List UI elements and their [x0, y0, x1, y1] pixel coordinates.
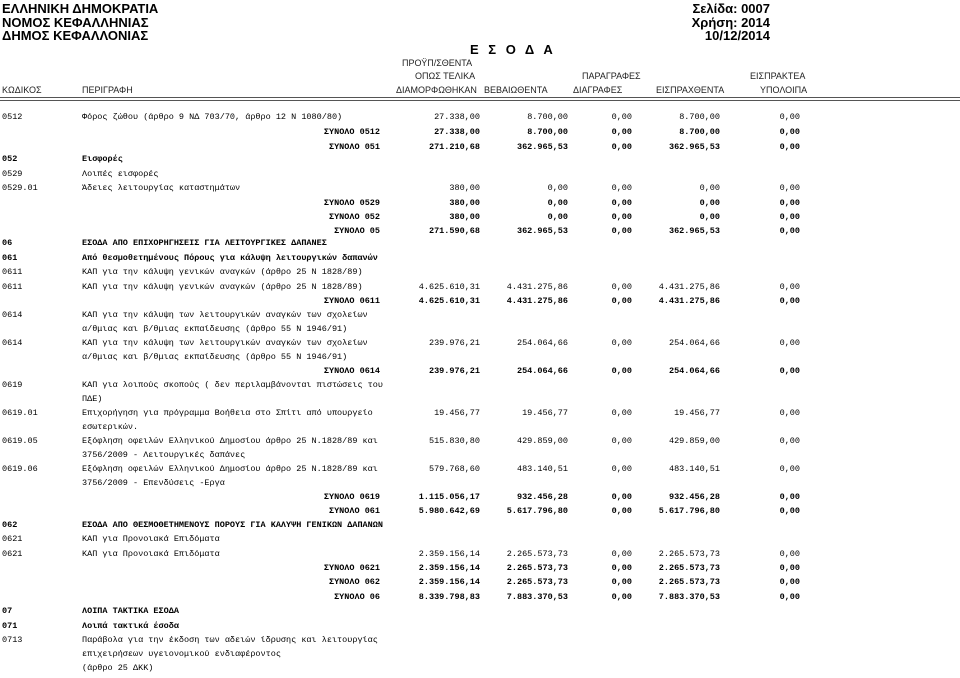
row-total-label: ΣΥΝΟΛΟ 051	[328, 142, 380, 152]
value-deletions: 0,00	[611, 506, 632, 516]
row-description: α/θμιας και β/θμιας εκπαίδευσης (άρθρο 55 Ν 1946/91)	[82, 352, 348, 362]
row-description: α/θμιας και β/θμιας εκπαίδευσης (άρθρο 55 Ν 1946/91)	[82, 324, 348, 334]
header-date: 10/12/2014	[704, 28, 770, 43]
value-deletions: 0,00	[611, 492, 632, 502]
value-collected: 19.456,77	[674, 408, 720, 418]
row-total-label: ΣΥΝΟΛΟ 062	[328, 577, 380, 587]
value-formed: 380,00	[449, 198, 480, 208]
row-code: 0529.01	[2, 183, 38, 193]
value-deletions: 0,00	[611, 464, 632, 474]
value-collected: 0,00	[699, 198, 720, 208]
value-formed: 380,00	[449, 212, 480, 222]
value-remaining: 0,00	[779, 436, 800, 446]
row-code: 052	[2, 154, 18, 164]
value-remaining: 0,00	[779, 142, 800, 152]
header-rule-bottom	[0, 100, 960, 101]
value-remaining: 0,00	[779, 226, 800, 236]
value-collected: 0,00	[699, 212, 720, 222]
row-total-label: ΣΥΝΟΛΟ 0512	[323, 127, 380, 137]
value-certified: 0,00	[547, 183, 568, 193]
row-code: 0713	[2, 635, 23, 645]
value-certified: 19.456,77	[522, 408, 568, 418]
value-deletions: 0,00	[611, 183, 632, 193]
row-description: ΛΟΙΠΑ ΤΑΚΤΙΚΑ ΕΣΟΔΑ	[82, 606, 179, 616]
value-formed: 4.625.610,31	[418, 296, 480, 306]
row-description: Φόρος ζώθου (άρθρο 9 ΝΔ 703/70, άρθρο 12 Ν 1080/80)	[82, 112, 343, 122]
row-description: Από θεσμοθετημένους Πόρους για κάλυψη λειτουργικών δαπανών	[82, 253, 378, 263]
row-description: ΚΑΠ για Προνοιακά Επιδόματα	[82, 534, 220, 544]
header-fiscal-year: Χρήση: 2014	[691, 15, 770, 30]
value-remaining: 0,00	[779, 282, 800, 292]
row-total-label: ΣΥΝΟΛΟ 0614	[323, 366, 380, 376]
value-formed: 271.590,68	[428, 226, 480, 236]
row-code: 0619.06	[2, 464, 38, 474]
value-formed: 515.830,80	[428, 436, 480, 446]
col-header-collected: ΕΙΣΠΡΑΧΘΕΝΤΑ	[656, 85, 725, 95]
value-certified: 8.700,00	[527, 112, 568, 122]
value-deletions: 0,00	[611, 112, 632, 122]
row-total-label: ΣΥΝΟΛΟ 0621	[323, 563, 380, 573]
value-certified: 483.140,51	[516, 464, 568, 474]
row-total-label: ΣΥΝΟΛΟ 0611	[323, 296, 380, 306]
row-total-label: ΣΥΝΟΛΟ 0529	[323, 198, 380, 208]
row-description: ΚΑΠ για την κάλυψη των λειτουργικών αναγκών των σχολείων	[82, 310, 368, 320]
col-group-final: ΟΠΩΣ ΤΕΛΙΚΑ	[415, 71, 476, 81]
row-description: 3756/2009 - Λειτουργικές δαπάνες	[82, 450, 246, 460]
value-formed: 1.115.056,17	[418, 492, 480, 502]
value-formed: 8.339.798,83	[418, 592, 480, 602]
value-deletions: 0,00	[611, 549, 632, 559]
report-title: Ε Σ Ο Δ Α	[470, 42, 556, 57]
value-collected: 4.431.275,86	[658, 282, 720, 292]
value-formed: 239.976,21	[428, 338, 480, 348]
row-code: 071	[2, 621, 18, 631]
value-certified: 7.883.370,53	[506, 592, 568, 602]
value-formed: 5.980.642,69	[418, 506, 480, 516]
row-description: ΠΔΕ)	[82, 394, 103, 404]
value-formed: 239.976,21	[428, 366, 480, 376]
value-formed: 2.359.156,14	[418, 577, 480, 587]
row-description: (άρθρο 25 ΔΚΚ)	[82, 663, 154, 673]
row-description: ΚΑΠ για την κάλυψη γενικών αναγκών (άρθρο 25 Ν 1828/89)	[82, 282, 363, 292]
value-certified: 4.431.275,86	[506, 296, 568, 306]
value-remaining: 0,00	[779, 183, 800, 193]
row-description: εσωτερικών.	[82, 422, 139, 432]
value-remaining: 0,00	[779, 198, 800, 208]
row-description: Λοιπά τακτικά έσοδα	[82, 621, 179, 631]
value-certified: 0,00	[547, 212, 568, 222]
value-remaining: 0,00	[779, 506, 800, 516]
row-description: Εξόφληση οφειλών Ελληνικού Δημοσίου άρθρο 25 Ν.1828/89 και	[82, 464, 378, 474]
value-deletions: 0,00	[611, 226, 632, 236]
row-description: ΚΑΠ για την κάλυψη γενικών αναγκών (άρθρο 25 Ν 1828/89)	[82, 267, 363, 277]
col-header-certified: ΒΕΒΑΙΩΘΕΝΤΑ	[484, 85, 548, 95]
col-group-receivable: ΕΙΣΠΡΑΚΤΕΑ	[750, 71, 806, 81]
col-header-code: ΚΩΔΙΚΟΣ	[2, 85, 42, 95]
row-description: Λοιπές εισφορές	[82, 169, 159, 179]
header-rule-top	[0, 97, 960, 98]
value-certified: 362.965,53	[516, 226, 568, 236]
row-description: επιχειρήσεων υγειονομικού ενδιαφέροντος	[82, 649, 281, 659]
value-remaining: 0,00	[779, 296, 800, 306]
value-remaining: 0,00	[779, 577, 800, 587]
value-remaining: 0,00	[779, 492, 800, 502]
value-deletions: 0,00	[611, 563, 632, 573]
row-code: 0621	[2, 534, 23, 544]
row-code: 0619.05	[2, 436, 38, 446]
value-certified: 2.265.573,73	[506, 563, 568, 573]
value-remaining: 0,00	[779, 338, 800, 348]
value-remaining: 0,00	[779, 563, 800, 573]
value-deletions: 0,00	[611, 436, 632, 446]
value-formed: 2.359.156,14	[418, 563, 480, 573]
value-collected: 8.700,00	[679, 112, 720, 122]
row-code: 062	[2, 520, 18, 530]
value-deletions: 0,00	[611, 282, 632, 292]
row-total-label: ΣΥΝΟΛΟ 06	[334, 592, 380, 602]
value-deletions: 0,00	[611, 127, 632, 137]
value-certified: 5.617.796,80	[506, 506, 568, 516]
value-certified: 254.064,66	[516, 338, 568, 348]
value-deletions: 0,00	[611, 408, 632, 418]
value-collected: 2.265.573,73	[658, 577, 720, 587]
row-total-label: ΣΥΝΟΛΟ 061	[328, 506, 380, 516]
value-formed: 27.338,00	[434, 112, 480, 122]
value-deletions: 0,00	[611, 577, 632, 587]
col-header-deletions: ΔΙΑΓΡΑΦΕΣ	[573, 85, 623, 95]
value-formed: 19.456,77	[434, 408, 480, 418]
value-collected: 5.617.796,80	[658, 506, 720, 516]
value-certified: 4.431.275,86	[506, 282, 568, 292]
value-collected: 932.456,28	[668, 492, 720, 502]
value-certified: 2.265.573,73	[506, 549, 568, 559]
value-certified: 362.965,53	[516, 142, 568, 152]
value-certified: 932.456,28	[516, 492, 568, 502]
value-formed: 579.768,60	[428, 464, 480, 474]
value-collected: 7.883.370,53	[658, 592, 720, 602]
value-deletions: 0,00	[611, 198, 632, 208]
value-deletions: 0,00	[611, 338, 632, 348]
value-collected: 2.265.573,73	[658, 549, 720, 559]
value-remaining: 0,00	[779, 464, 800, 474]
value-certified: 2.265.573,73	[506, 577, 568, 587]
value-collected: 362.965,53	[668, 226, 720, 236]
value-collected: 2.265.573,73	[658, 563, 720, 573]
col-header-formed: ΔΙΑΜΟΡΦΩΘΗΚΑΝ	[396, 85, 477, 95]
value-deletions: 0,00	[611, 142, 632, 152]
value-remaining: 0,00	[779, 408, 800, 418]
row-description: Εξόφληση οφειλών Ελληνικού Δημοσίου άρθρο 25 Ν.1828/89 και	[82, 436, 378, 446]
value-collected: 429.859,00	[668, 436, 720, 446]
row-code: 0611	[2, 267, 23, 277]
value-remaining: 0,00	[779, 127, 800, 137]
value-collected: 362.965,53	[668, 142, 720, 152]
value-remaining: 0,00	[779, 549, 800, 559]
row-code: 07	[2, 606, 13, 616]
value-deletions: 0,00	[611, 592, 632, 602]
value-remaining: 0,00	[779, 366, 800, 376]
value-remaining: 0,00	[779, 592, 800, 602]
value-certified: 429.859,00	[516, 436, 568, 446]
row-code: 0621	[2, 549, 23, 559]
header-page-number: Σελίδα: 0007	[692, 1, 770, 16]
header-prefecture: ΝΟΜΟΣ ΚΕΦΑΛΛΗΝΙΑΣ	[2, 15, 149, 30]
row-code: 06	[2, 238, 13, 248]
col-group-statutes: ΠΑΡΑΓΡΑΦΕΣ	[582, 71, 641, 81]
value-formed: 4.625.610,31	[418, 282, 480, 292]
value-deletions: 0,00	[611, 212, 632, 222]
value-collected: 4.431.275,86	[658, 296, 720, 306]
value-formed: 271.210,68	[428, 142, 480, 152]
row-description: ΕΣΟΔΑ ΑΠΟ ΕΠΙΧΟΡΗΓΗΣΕΙΣ ΓΙΑ ΛΕΙΤΟΥΡΓΙΚΕΣ ΔΑΠΑΝΕΣ	[82, 238, 327, 248]
col-group-budgeted: ΠΡΟΫΠ/ΣΘΕΝΤΑ	[402, 58, 473, 68]
value-collected: 8.700,00	[679, 127, 720, 137]
row-description: Άδειες λειτουργίας καταστημάτων	[82, 183, 241, 193]
value-formed: 380,00	[449, 183, 480, 193]
row-total-label: ΣΥΝΟΛΟ 0619	[323, 492, 380, 502]
row-code: 0619.01	[2, 408, 38, 418]
header-municipality: ΔΗΜΟΣ ΚΕΦΑΛΛΟΝΙΑΣ	[2, 28, 149, 43]
row-code: 0512	[2, 112, 23, 122]
value-certified: 254.064,66	[516, 366, 568, 376]
value-formed: 27.338,00	[434, 127, 480, 137]
row-description: ΚΑΠ για λοιπούς σκοπούς ( δεν περιλαμβάνονται πιστώσεις του	[82, 380, 383, 390]
row-total-label: ΣΥΝΟΛΟ 05	[334, 226, 380, 236]
value-collected: 483.140,51	[668, 464, 720, 474]
row-description: Επιχορήγηση για πρόγραμμα Βοήθεια στο Σπίτι από υπουργείο	[82, 408, 373, 418]
row-total-label: ΣΥΝΟΛΟ 052	[328, 212, 380, 222]
row-code: 0619	[2, 380, 23, 390]
row-code: 061	[2, 253, 18, 263]
value-collected: 0,00	[699, 183, 720, 193]
row-description: ΚΑΠ για την κάλυψη των λειτουργικών αναγκών των σχολείων	[82, 338, 368, 348]
row-description: 3756/2009 - Επενδύσεις -Εργα	[82, 478, 225, 488]
value-certified: 0,00	[547, 198, 568, 208]
value-collected: 254.064,66	[668, 338, 720, 348]
row-description: Εισφορές	[82, 154, 123, 164]
value-formed: 2.359.156,14	[418, 549, 480, 559]
col-header-description: ΠΕΡΙΓΡΑΦΗ	[82, 85, 133, 95]
row-code: 0529	[2, 169, 23, 179]
row-code: 0611	[2, 282, 23, 292]
row-description: ΚΑΠ για Προνοιακά Επιδόματα	[82, 549, 220, 559]
row-description: Παράβολα για την έκδοση των αδειών ίδρυσης και λειτουργίας	[82, 635, 378, 645]
row-code: 0614	[2, 338, 23, 348]
value-remaining: 0,00	[779, 212, 800, 222]
value-remaining: 0,00	[779, 112, 800, 122]
header-country: ΕΛΛΗΝΙΚΗ ΔΗΜΟΚΡΑΤΙΑ	[2, 1, 159, 16]
value-deletions: 0,00	[611, 366, 632, 376]
col-header-remaining: ΥΠΟΛΟΙΠΑ	[760, 85, 808, 95]
value-deletions: 0,00	[611, 296, 632, 306]
value-collected: 254.064,66	[668, 366, 720, 376]
value-certified: 8.700,00	[527, 127, 568, 137]
row-description: ΕΣΟΔΑ ΑΠΟ ΘΕΣΜΟΘΕΤΗΜΕΝΟΥΣ ΠΟΡΟΥΣ ΓΙΑ ΚΑΛΥΨΗ ΓΕΝΙΚΩΝ ΔΑΠΑΝΩΝ	[82, 520, 383, 530]
row-code: 0614	[2, 310, 23, 320]
